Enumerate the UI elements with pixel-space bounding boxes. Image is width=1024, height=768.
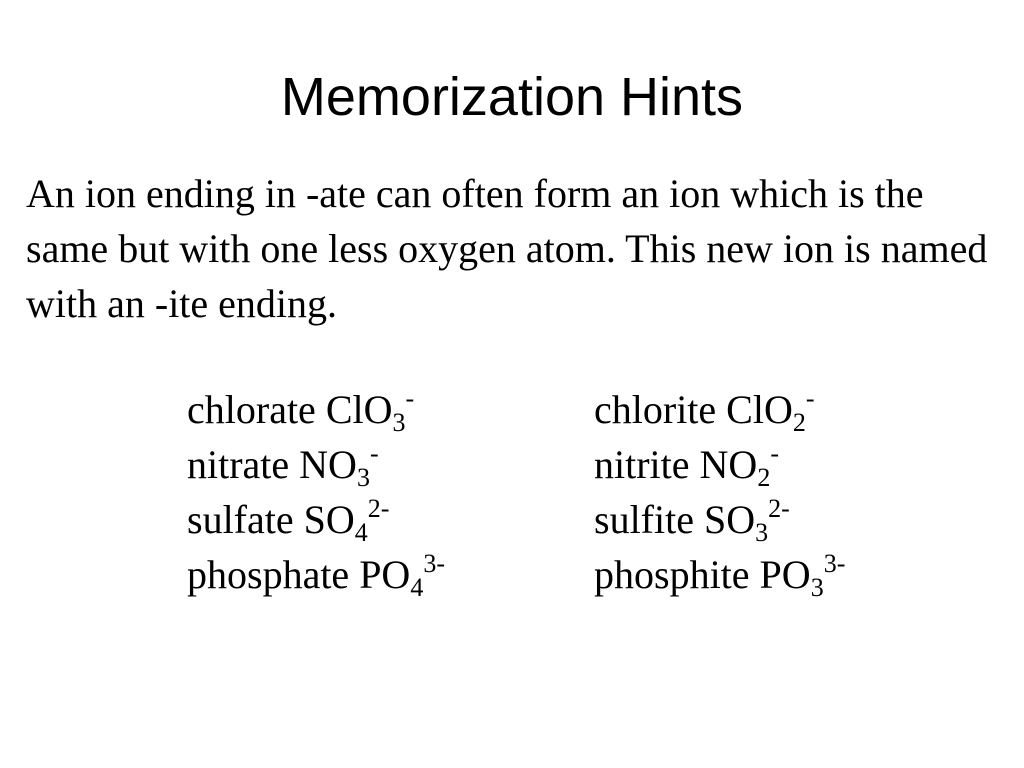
ion-charge: -	[369, 439, 379, 468]
ion-name: chlorite	[594, 387, 717, 432]
ion-subscript: 3	[755, 518, 769, 547]
ion-entry	[187, 547, 445, 602]
ion-entry	[594, 547, 845, 602]
ion-charge: -	[405, 384, 415, 413]
ion-name: chlorate	[187, 387, 316, 432]
ion-formula: SO	[703, 497, 756, 542]
ion-formula: PO	[759, 552, 811, 597]
slide-title: Memorization Hints	[280, 67, 744, 127]
ion-formula: SO	[303, 497, 355, 542]
ion-name: sulfate	[187, 497, 294, 542]
ion-subscript: 3	[356, 463, 370, 492]
ion-formula: ClO	[325, 387, 393, 432]
ion-formula: NO	[299, 442, 357, 487]
ion-name: phosphite	[594, 552, 750, 597]
ion-formula: PO	[359, 552, 411, 597]
ate-ion-list	[187, 382, 445, 602]
ion-charge: 2-	[367, 494, 390, 523]
ion-entry	[594, 437, 845, 492]
ion-name: nitrite	[594, 442, 690, 487]
ion-charge: 3-	[423, 549, 445, 578]
ion-formula: ClO	[726, 387, 793, 432]
ion-name: nitrate	[187, 442, 290, 487]
ion-subscript: 3	[392, 408, 406, 437]
ion-entry	[187, 437, 445, 492]
ion-formula: NO	[699, 442, 758, 487]
ion-subscript: 2	[757, 463, 771, 492]
ion-subscript: 4	[354, 518, 368, 547]
ion-subscript: 3	[810, 573, 824, 602]
ion-subscript: 2	[792, 408, 806, 437]
ion-entry	[187, 382, 445, 437]
ion-subscript: 4	[410, 573, 424, 602]
ite-ion-list	[594, 382, 845, 602]
ion-charge: -	[805, 384, 815, 413]
ion-charge: -	[770, 439, 779, 468]
ion-name: phosphate	[187, 552, 350, 597]
ion-charge: 2-	[768, 494, 790, 523]
ion-entry	[187, 492, 445, 547]
ion-entry	[594, 382, 845, 437]
ion-name: sulfite	[594, 497, 694, 542]
ion-charge: 3-	[823, 549, 846, 578]
ion-entry	[594, 492, 845, 547]
slide-body-text: An ion ending in -ate can often form an ion which is the same but with one less oxygen atom. This new ion is named with an -ite ending.	[26, 171, 988, 326]
